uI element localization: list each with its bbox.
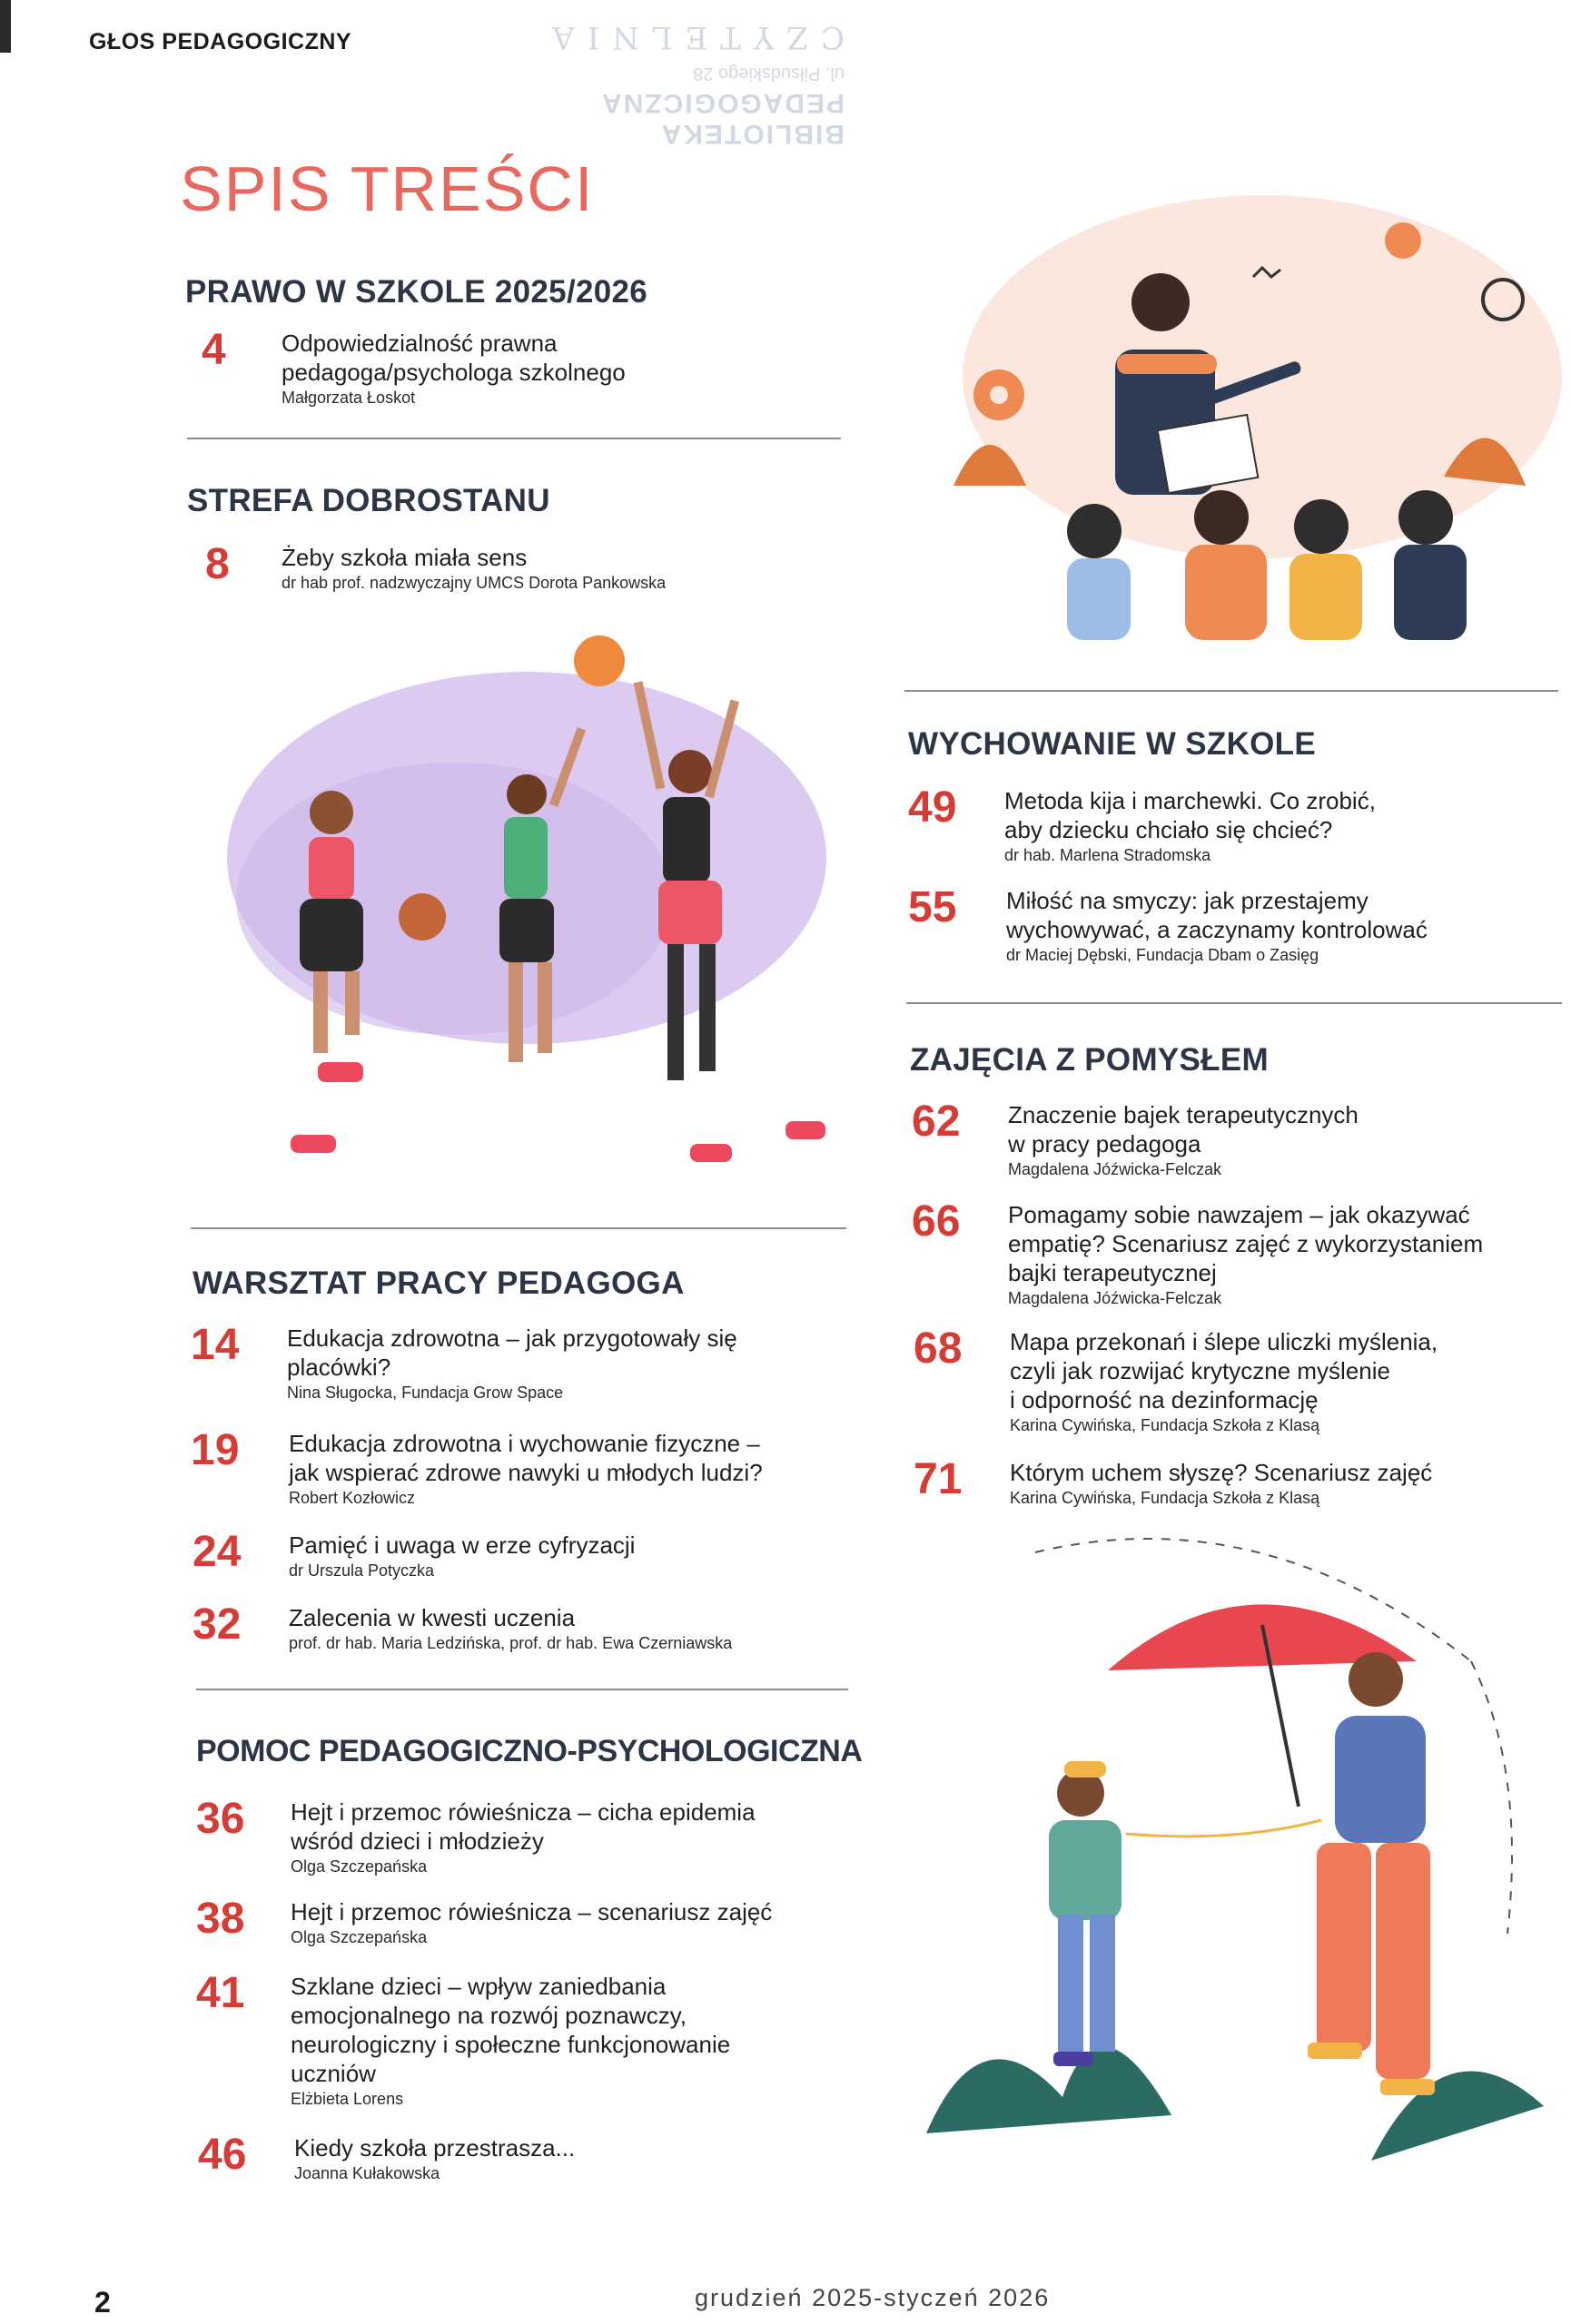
entry-title-line: i odporność na dezinformację (1010, 1386, 1319, 1413)
entry-title-line: Znaczenie bajek terapeutycznych (1008, 1101, 1359, 1128)
entry-page-number: 4 (202, 326, 226, 374)
page-title: SPIS TREŚCI (180, 153, 595, 224)
section-divider (191, 1227, 846, 1229)
section-divider (187, 438, 841, 439)
entry-title-line: bajki terapeutycznej (1008, 1259, 1217, 1286)
entry-title-line: Hejt i przemoc rówieśnicza – scenariusz zajęć (291, 1898, 773, 1925)
page-number: 2 (94, 2286, 111, 2319)
section-title-prawo: PRAWO W SZKOLE 2025/2026 (185, 274, 648, 310)
entry-title-line: aby dziecku chciało się chcieć? (1004, 816, 1333, 843)
entry-page-number: 55 (908, 883, 957, 931)
entry-page-number: 8 (205, 540, 230, 588)
entry-page-number: 62 (912, 1098, 961, 1146)
entry-page-number: 66 (912, 1197, 961, 1246)
entry-author: prof. dr hab. Maria Ledzińska, prof. dr hab. Ewa Czerniawska (289, 1634, 733, 1652)
basketball-players-illustration (182, 626, 854, 1207)
section-divider (196, 1689, 848, 1690)
journal-name: GŁOS PEDAGOGICZNY (89, 29, 352, 54)
entry-title-line: Odpowiedzialność prawna (282, 330, 558, 357)
entry-title-line: w pracy pedagoga (1008, 1130, 1201, 1157)
entry-page-number: 24 (193, 1528, 242, 1576)
section-title-zajecia: ZAJĘCIA Z POMYSŁEM (910, 1042, 1269, 1078)
entry-title-line: pedagoga/psychologa szkolnego (282, 359, 626, 386)
entry-title-line: emocjonalnego na rozwój poznawczy, (291, 2002, 687, 2029)
entry-author: Nina Sługocka, Fundacja Grow Space (287, 1384, 564, 1402)
entry-page-number: 71 (914, 1455, 963, 1503)
entry-title-line: Metoda kija i marchewki. Co zrobić, (1004, 787, 1376, 814)
entry-page-number: 41 (196, 1969, 245, 2017)
entry-author: Magdalena Jóźwicka-Felczak (1008, 1289, 1222, 1307)
entry-title-line: Kiedy szkoła przestrasza... (294, 2134, 576, 2162)
page-edge-mark (0, 0, 11, 53)
section-title-warsztat: WARSZTAT PRACY PEDAGOGA (193, 1265, 685, 1301)
entry-title-line: Żeby szkoła miała sens (282, 544, 528, 571)
entry-author: Małgorzata Łoskot (282, 389, 416, 407)
entry-title-line: Pomagamy sobie nawzajem – jak okazywać (1008, 1201, 1470, 1228)
entry-page-number: 38 (196, 1895, 245, 1943)
section-title-strefa: STREFA DOBROSTANU (187, 483, 550, 518)
people-with-umbrella-illustration (908, 1534, 1562, 2188)
entry-title-line: neurologiczny i społeczne funkcjonowanie (291, 2031, 731, 2058)
library-stamp (427, 4, 845, 149)
entry-page-number: 49 (908, 783, 957, 832)
entry-title-line: jak wspierać zdrowe nawyki u młodych ludzi? (289, 1459, 763, 1486)
entry-author: Olga Szczepańska (291, 1857, 428, 1876)
entry-page-number: 68 (914, 1324, 963, 1373)
entry-author: Karina Cywińska, Fundacja Szkoła z Klasą (1010, 1489, 1320, 1507)
entry-title-line: Hejt i przemoc rówieśnicza – cicha epidemia (291, 1798, 756, 1826)
entry-title-line: czyli jak rozwijać krytyczne myślenie (1010, 1357, 1390, 1384)
stamp-line-2: ul. Piłsudskiego 28 (693, 64, 845, 84)
issue-date: grudzień 2025-styczeń 2026 (695, 2284, 1051, 2311)
entry-author: Karina Cywińska, Fundacja Szkoła z Klasą (1010, 1416, 1320, 1434)
entry-author: dr Maciej Dębski, Fundacja Dbam o Zasięg (1006, 946, 1319, 964)
entry-title-line: Mapa przekonań i ślepe uliczki myślenia, (1010, 1328, 1438, 1355)
entry-title-line: placówki? (287, 1354, 391, 1381)
entry-author: dr hab. Marlena Stradomska (1004, 846, 1211, 864)
entry-author: Elżbieta Lorens (291, 2090, 404, 2108)
section-title-wychowanie: WYCHOWANIE W SZKOLE (908, 726, 1317, 762)
entry-title-line: Edukacja zdrowotna i wychowanie fizyczne – (289, 1430, 760, 1457)
entry-title-line: Szklane dzieci – wpływ zaniedbania (291, 1973, 667, 2000)
entry-title-line: empatię? Scenariusz zajęć z wykorzystaniem (1008, 1230, 1484, 1257)
entry-title-line: Pamięć i uwaga w erze cyfryzacji (289, 1531, 636, 1559)
section-title-pomoc: POMOC PEDAGOGICZNO-PSYCHOLOGICZNA (196, 1734, 863, 1768)
entry-page-number: 36 (196, 1795, 245, 1843)
entry-page-number: 32 (193, 1600, 242, 1649)
teacher-with-students-illustration (899, 177, 1562, 658)
entry-title-line: wychowywać, a zaczynamy kontrolować (1006, 916, 1428, 943)
stamp-line-3: CZYTELNIA (539, 19, 845, 55)
entry-author: Olga Szczepańska (291, 1928, 428, 1946)
entry-author: Robert Kozłowicz (289, 1489, 416, 1507)
entry-title-line: wśród dzieci i młodzieży (291, 1827, 544, 1855)
entry-author: Magdalena Jóźwicka-Felczak (1008, 1160, 1222, 1178)
entry-title-line: uczniów (291, 2060, 376, 2087)
entry-page-number: 19 (191, 1426, 240, 1474)
entry-author: Joanna Kułakowska (294, 2164, 440, 2182)
entry-title-line: Którym uchem słyszę? Scenariusz zajęć (1010, 1459, 1433, 1486)
entry-title-line: Edukacja zdrowotna – jak przygotowały się (287, 1324, 737, 1352)
entry-page-number: 14 (191, 1321, 240, 1369)
entry-title-line: Miłość na smyczy: jak przestajemy (1006, 887, 1368, 914)
stamp-line-1: BIBLIOTEKA PEDAGOGICZNA (599, 88, 845, 149)
section-divider (906, 1002, 1562, 1004)
section-divider (904, 690, 1558, 692)
entry-page-number: 46 (198, 2131, 247, 2179)
entry-author: dr Urszula Potyczka (289, 1561, 435, 1580)
entry-author: dr hab prof. nadzwyczajny UMCS Dorota Pankowska (282, 574, 667, 592)
entry-title-line: Zalecenia w kwesti uczenia (289, 1604, 576, 1631)
